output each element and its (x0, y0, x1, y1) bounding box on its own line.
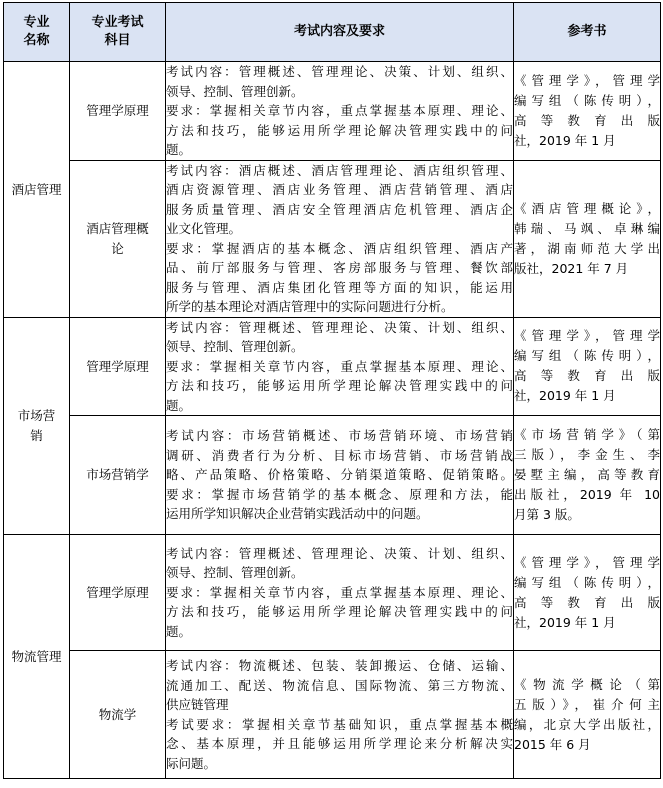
header-major-line: 专业 (23, 15, 50, 30)
reference-line: 编，北京大学出版社， (514, 716, 660, 732)
content-line: 酒店资源管理、酒店业务管理、酒店营销管理、酒店 (166, 182, 513, 197)
reference-line: 韩瑞、马飒、卓琳编 (514, 220, 660, 236)
major-name: 酒店管理 (11, 181, 62, 197)
major-name: 物流管理 (11, 648, 62, 664)
table-row (4, 416, 661, 535)
reference-line: 高 等 教 育 出 版 (514, 368, 660, 384)
content-line: 业文化管理。 (166, 221, 242, 236)
header-row (4, 3, 661, 62)
major-name: 销 (30, 427, 43, 443)
header-subject-line: 科目 (104, 33, 131, 48)
content-line: 调研、消费者行为分析、目标市场营销、市场营销战 (166, 447, 513, 463)
reference-line: 月第 3 版。 (514, 507, 580, 522)
major-cell-hotel-management (4, 62, 70, 318)
header-ref: 参考书 (514, 3, 661, 62)
subject-cell: 管理学原理 (70, 535, 166, 651)
subject-cell: 管理学原理 (70, 317, 166, 416)
subject-line: 论 (111, 240, 124, 256)
reference-line: 三版），李金生、李 (514, 447, 660, 462)
content-line: 考试内容：酒店概述、酒店管理理论、酒店组织管理、 (166, 162, 513, 178)
subject-line: 酒店管理概 (86, 221, 149, 236)
reference-line: 晏墅主编，高等教育 (514, 467, 660, 482)
content-line: 题。 (166, 397, 192, 413)
content-line: 要求：掌握相关章节内容，重点掌握基本原理、理论、 (166, 358, 513, 374)
reference-line: 《酒店管理概论》， (514, 200, 660, 216)
content-cell (166, 416, 514, 535)
reference-line: 高 等 教 育 出 版 (514, 112, 660, 128)
reference-cell (514, 317, 661, 416)
content-line: 考试内容：物流概述、包装、装卸搬运、仓储、运输、 (166, 658, 513, 673)
subject-cell: 管理学原理 (70, 62, 166, 161)
table-row (4, 317, 661, 416)
header-content: 考试内容及要求 (166, 3, 514, 62)
reference-line: 编写组（陈传明）， (514, 92, 660, 108)
content-cell (166, 62, 514, 161)
content-line: 考试内容：管理概述、管理理论、决策、计划、组织、 (166, 545, 513, 561)
content-line: 领导、控制、管理创新。 (166, 339, 304, 354)
reference-line: 五版）》，崔介何主 (514, 696, 660, 712)
content-line: 供应链管理 (166, 697, 229, 712)
reference-line: 社，2019 年 1 月 (514, 388, 616, 404)
content-line: 题。 (166, 142, 192, 157)
reference-cell (514, 160, 661, 317)
content-line: 际问题。 (166, 755, 217, 771)
reference-line: 著，湖南师范大学出 (514, 240, 660, 256)
exam-syllabus-table (3, 2, 661, 779)
reference-line: 《管理学》，管理学 (514, 554, 660, 570)
content-cell (166, 651, 514, 779)
content-line: 流通加工、配送、物流信息、国际物流、第三方物流、 (166, 677, 513, 693)
reference-cell (514, 535, 661, 651)
reference-cell (514, 651, 661, 779)
subject-cell: 市场营销学 (70, 416, 166, 535)
table-row (4, 62, 661, 161)
content-line: 要求：掌握市场营销学的基本概念、原理和方法，能 (166, 486, 513, 502)
content-line: 所学的基本理论对酒店管理中的实际问题进行分析。 (166, 299, 454, 314)
reference-line: 《管理学》，管理学 (514, 328, 660, 344)
header-major (4, 3, 70, 62)
content-line: 考试内容：管理概述、管理理论、决策、计划、组织、 (166, 64, 513, 79)
table-row (4, 160, 661, 317)
reference-line: 社，2019 年 1 月 (514, 132, 616, 148)
table-row (4, 535, 661, 651)
table-row (4, 651, 661, 779)
subject-cell: 物流学 (70, 651, 166, 779)
reference-line: 版社，2021 年 7 月 (514, 260, 629, 276)
major-name: 市场营 (17, 408, 56, 424)
reference-line: 《市场营销学》（第 (514, 427, 660, 442)
content-line: 要求：掌握酒店的基本概念、酒店组织管理、酒店产 (166, 240, 513, 256)
content-line: 品、前厅部服务与管理、客房部服务与管理、餐饮部 (166, 260, 513, 275)
content-cell (166, 160, 514, 317)
reference-line: 编写组（陈传明）， (514, 574, 660, 590)
content-line: 方法和技巧，能够运用所学理论解决管理实践中的问 (166, 378, 513, 393)
reference-line: 《物流学概论（第 (514, 676, 660, 692)
reference-line: 社，2019 年 1 月 (514, 614, 616, 630)
reference-cell (514, 416, 661, 535)
content-line: 运用所学知识解决企业营销实践活动中的问题。 (166, 506, 429, 522)
reference-line: 高 等 教 育 出 版 (514, 594, 660, 610)
content-line: 要求：掌握相关章节内容，重点掌握基本原理、理论、 (166, 584, 513, 600)
reference-cell (514, 62, 661, 161)
content-cell (166, 317, 514, 416)
content-line: 考试内容：管理概述、管理理论、决策、计划、组织、 (166, 319, 513, 335)
content-line: 略、产品策略、价格策略、分销渠道策略、促销策略。 (166, 467, 513, 483)
header-subject-line: 专业考试 (91, 15, 144, 30)
subject-cell (70, 160, 166, 317)
content-line: 考试内容：市场营销概述、市场营销环境、市场营销 (166, 428, 513, 444)
reference-line: 2015 年 6 月 (514, 736, 591, 752)
reference-line: 《管理学》，管理学 (514, 72, 660, 88)
content-line: 领导、控制、管理创新。 (166, 565, 304, 581)
major-cell-logistics (4, 535, 70, 779)
major-cell-marketing (4, 317, 70, 535)
reference-line: 出版社，2019 年 10 (514, 487, 660, 502)
content-line: 领导、控制、管理创新。 (166, 83, 304, 99)
header-subject (70, 3, 166, 62)
reference-line: 编写组（陈传明）， (514, 348, 660, 364)
content-line: 念、基本原理，并且能够运用所学理论来分析解决实 (166, 736, 513, 751)
content-line: 服务质量管理、酒店安全管理酒店危机管理、酒店企 (166, 201, 513, 217)
content-cell (166, 535, 514, 651)
content-line: 题。 (166, 623, 192, 639)
content-line: 考试要求：掌握相关章节基础知识，重点掌握基本概 (166, 716, 513, 732)
content-line: 要求：掌握相关章节内容，重点掌握基本原理、理论、 (166, 103, 513, 118)
content-line: 方法和技巧，能够运用所学理论解决管理实践中的问 (166, 604, 513, 620)
content-line: 方法和技巧，能够运用所学理论解决管理实践中的问 (166, 122, 513, 138)
content-line: 服务与管理、酒店集团化管理等方面的知识，能运用 (166, 279, 513, 295)
header-major-line: 名称 (23, 33, 50, 48)
